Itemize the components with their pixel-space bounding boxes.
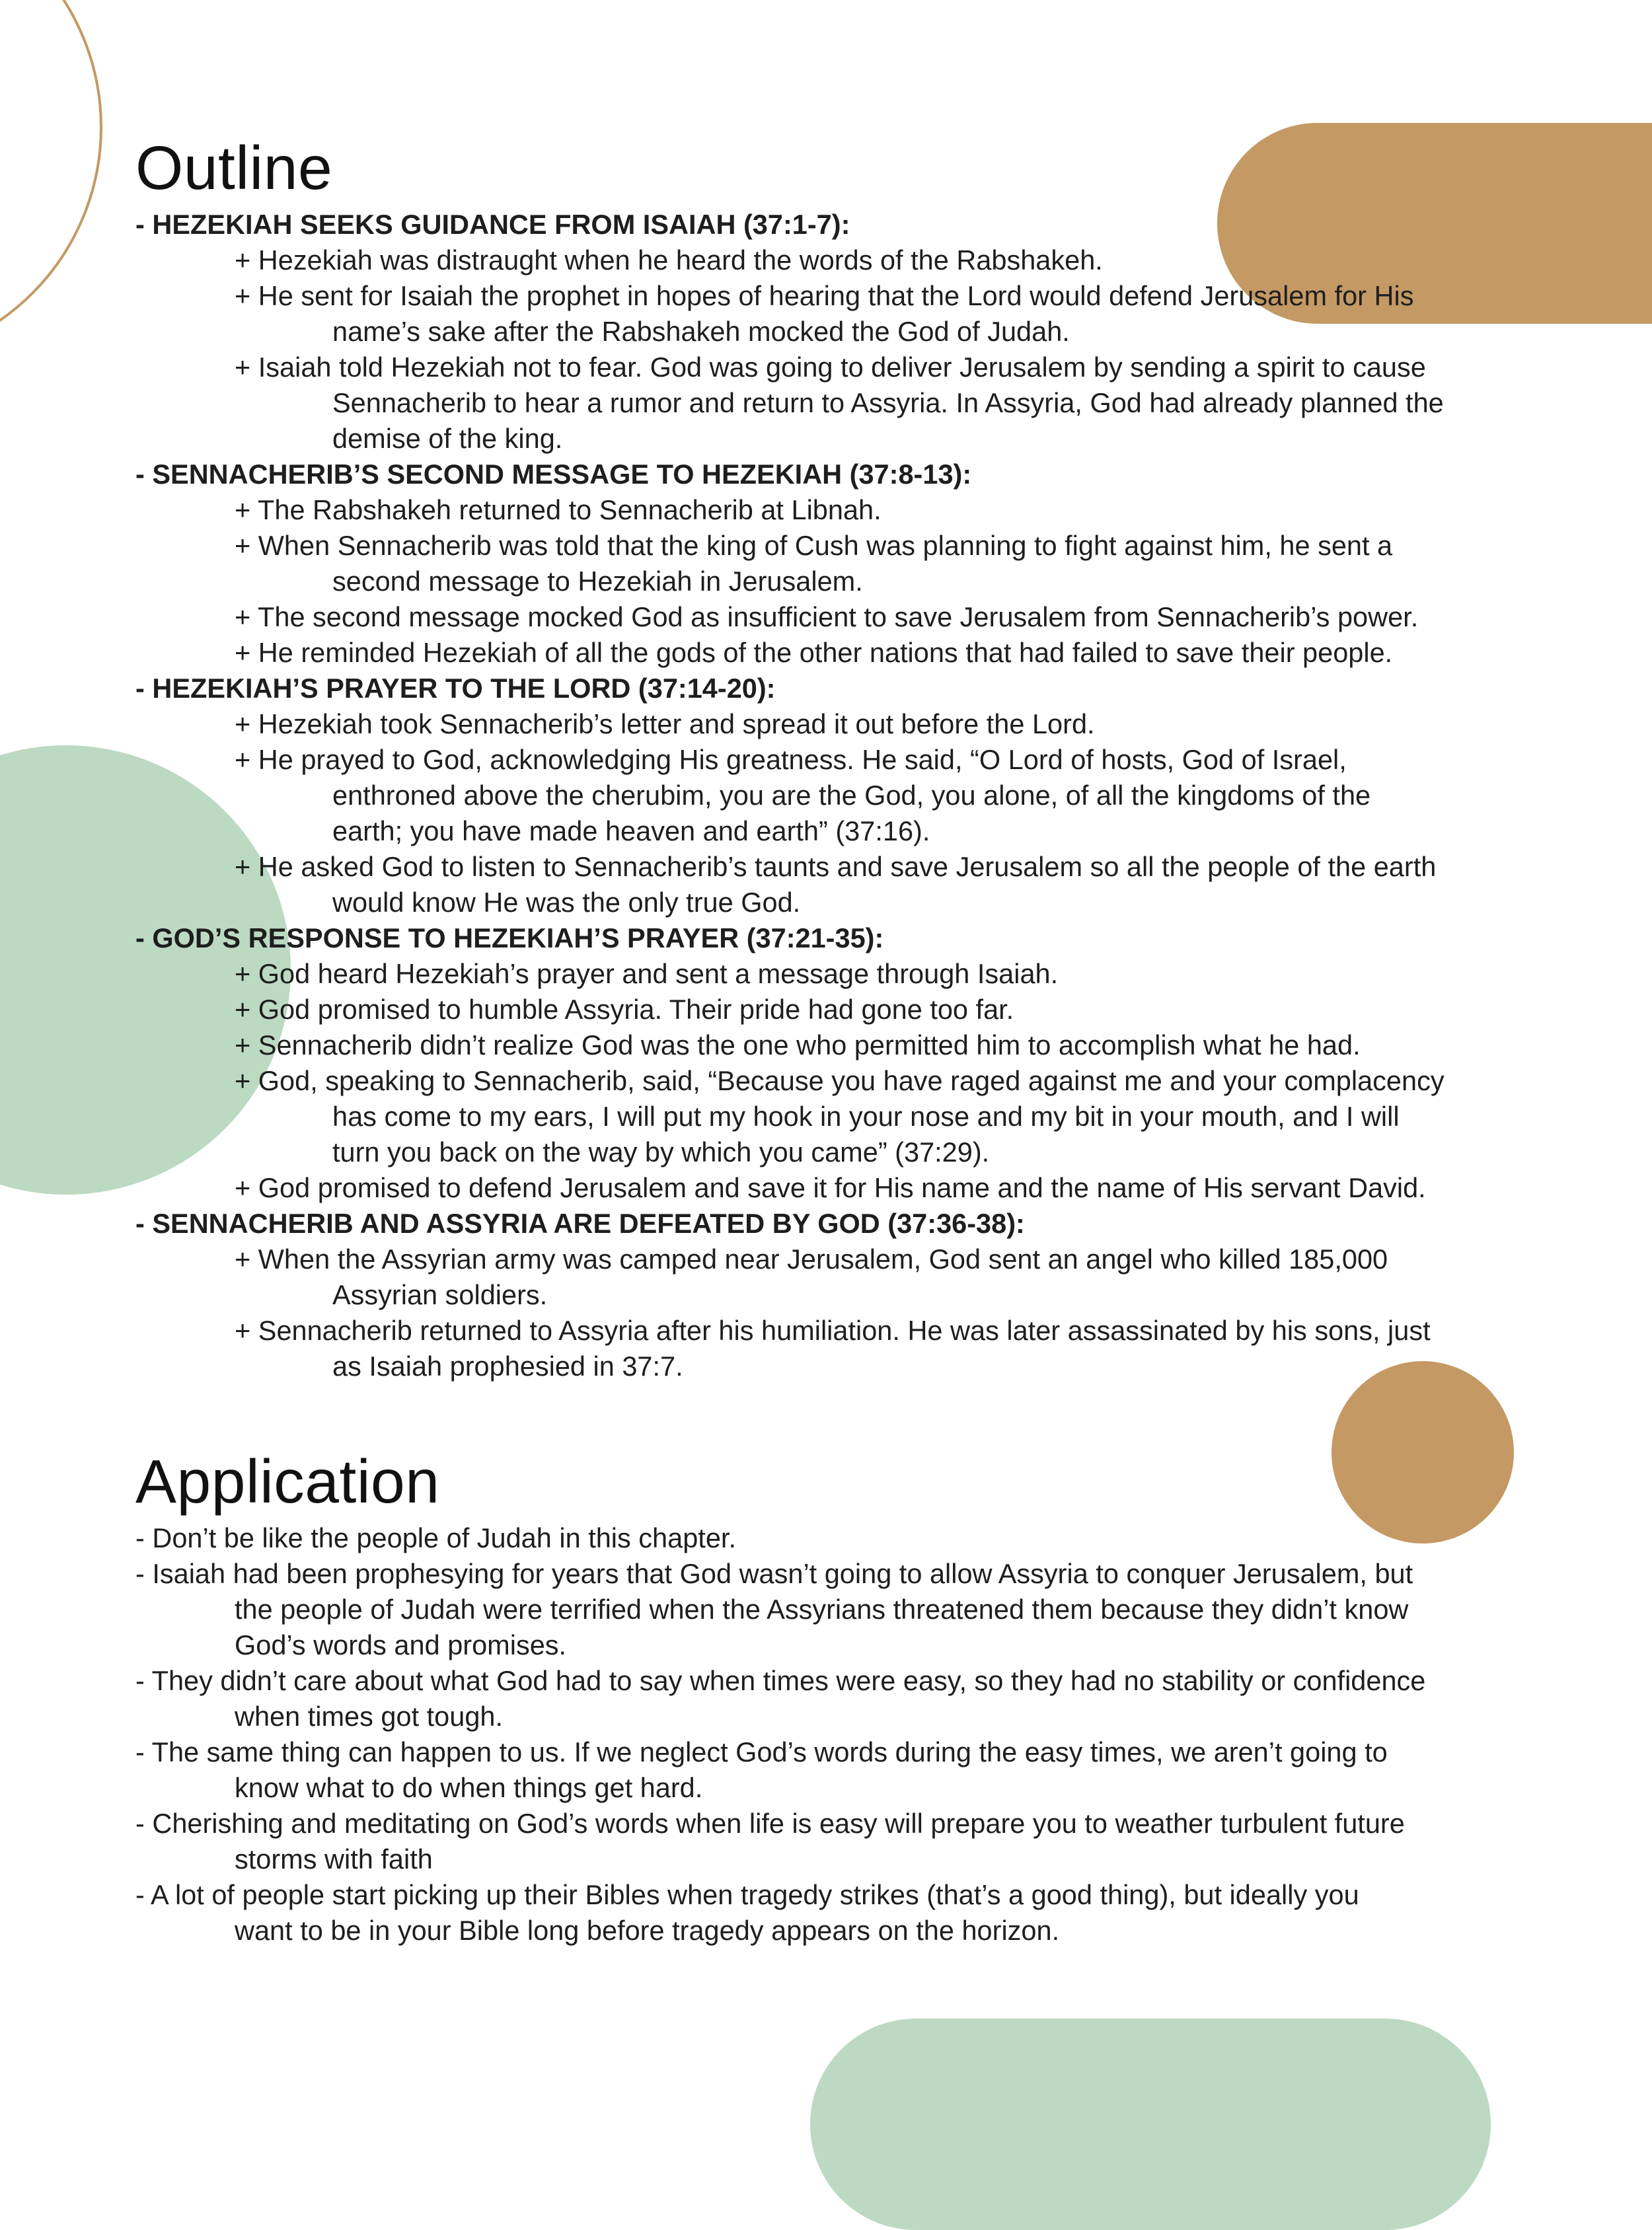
decorative-pill-bottom [810,2019,1491,2230]
document-body [135,129,1550,1949]
bullet-line: + The second message mocked God as insufficient to save Jerusalem from Sennacherib’s power. [235,601,1419,632]
section-heading: - GOD’S RESPONSE TO HEZEKIAH’S PRAYER (37:21-35): [135,922,884,953]
bullet-line: + Hezekiah took Sennacherib’s letter and spread it out before the Lord. [235,708,1095,739]
bullet-line: + He sent for Isaiah the prophet in hopes of hearing that the Lord would defend Jerusalem for His [235,280,1414,311]
bullet-continuation: Assyrian soldiers. [332,1279,548,1310]
bullet-line: + He prayed to God, acknowledging His greatness. He said, “O Lord of hosts, God of Israel, [235,744,1347,775]
outline-list [135,207,1550,1384]
bullet-line: + God heard Hezekiah’s prayer and sent a message through Isaiah. [235,958,1059,989]
bullet-continuation: know what to do when things get hard. [235,1772,703,1803]
bullet-line: + When the Assyrian army was camped near Jerusalem, God sent an angel who killed 185,000 [235,1244,1388,1275]
bullet-line: + He asked God to listen to Sennacherib’s taunts and save Jerusalem so all the people of the earth [235,851,1437,882]
application-heading: Application [135,1447,440,1516]
bullet-continuation: would know He was the only true God. [332,887,801,918]
bullet-continuation: Sennacherib to hear a rumor and return to Assyria. In Assyria, God had already planned the [332,387,1444,418]
bullet-line: + He reminded Hezekiah of all the gods of the other nations that had failed to save their people. [235,637,1393,668]
bullet-continuation: want to be in your Bible long before tragedy appears on the horizon. [235,1915,1060,1946]
application-list [135,1520,1550,1949]
decorative-ring [0,0,102,363]
bullet-line: - Don’t be like the people of Judah in this chapter. [135,1522,736,1553]
bullet-line: - A lot of people start picking up their Bibles when tragedy strikes (that’s a good thing), but ideally you [135,1879,1359,1910]
bullet-continuation: name’s sake after the Rabshakeh mocked the God of Judah. [332,316,1070,347]
bullet-continuation: storms with faith [235,1843,433,1875]
bullet-line: + Sennacherib returned to Assyria after his humiliation. He was later assassinated by his sons, just [235,1315,1431,1346]
section-heading: - SENNACHERIB’S SECOND MESSAGE TO HEZEKIAH (37:8-13): [135,459,972,490]
bullet-line: - The same thing can happen to us. If we neglect God’s words during the easy times, we aren’t going to [135,1736,1388,1767]
section-heading: - SENNACHERIB AND ASSYRIA ARE DEFEATED BY GOD (37:36-38): [135,1208,1025,1239]
bullet-line: + The Rabshakeh returned to Sennacherib at Libnah. [235,494,882,525]
bullet-line: - Cherishing and meditating on God’s words when life is easy will prepare you to weather turbulent future [135,1808,1405,1839]
bullet-line: + God, speaking to Sennacherib, said, “Because you have raged against me and your complacency [235,1065,1445,1096]
bullet-continuation: turn you back on the way by which you came” (37:29). [332,1136,990,1168]
bullet-line: + Sennacherib didn’t realize God was the one who permitted him to accomplish what he had. [235,1029,1361,1060]
bullet-continuation: God’s words and promises. [235,1629,567,1660]
bullet-line: + Hezekiah was distraught when he heard the words of the Rabshakeh. [235,244,1103,276]
bullet-continuation: as Isaiah prophesied in 37:7. [332,1351,683,1382]
bullet-continuation: earth; you have made heaven and earth” (37:16). [332,815,930,846]
bullet-line: + Isaiah told Hezekiah not to fear. God was going to deliver Jerusalem by sending a spirit to cause [235,352,1426,383]
bullet-continuation: the people of Judah were terrified when the Assyrians threatened them because they didn’t know [235,1594,1409,1625]
bullet-continuation: enthroned above the cherubim, you are the God, you alone, of all the kingdoms of the [332,780,1371,811]
bullet-continuation: demise of the king. [332,423,563,454]
bullet-continuation: has come to my ears, I will put my hook in your nose and my bit in your mouth, and I will [332,1101,1400,1132]
bullet-line: + When Sennacherib was told that the king of Cush was planning to fight against him, he sent a [235,530,1393,561]
bullet-continuation: second message to Hezekiah in Jerusalem. [332,566,863,597]
bullet-line: + God promised to defend Jerusalem and save it for His name and the name of His servant David. [235,1172,1426,1203]
section-heading: - HEZEKIAH’S PRAYER TO THE LORD (37:14-20): [135,673,776,704]
bullet-line: - Isaiah had been prophesying for years that God wasn’t going to allow Assyria to conquer Jerusalem, but [135,1558,1413,1589]
bullet-line: - They didn’t care about what God had to say when times were easy, so they had no stability or confidence [135,1665,1426,1696]
bullet-line: + God promised to humble Assyria. Their pride had gone too far. [235,994,1014,1025]
bullet-continuation: when times got tough. [235,1701,504,1732]
section-heading: - HEZEKIAH SEEKS GUIDANCE FROM ISAIAH (37:1-7): [135,209,850,240]
outline-heading: Outline [135,133,333,202]
